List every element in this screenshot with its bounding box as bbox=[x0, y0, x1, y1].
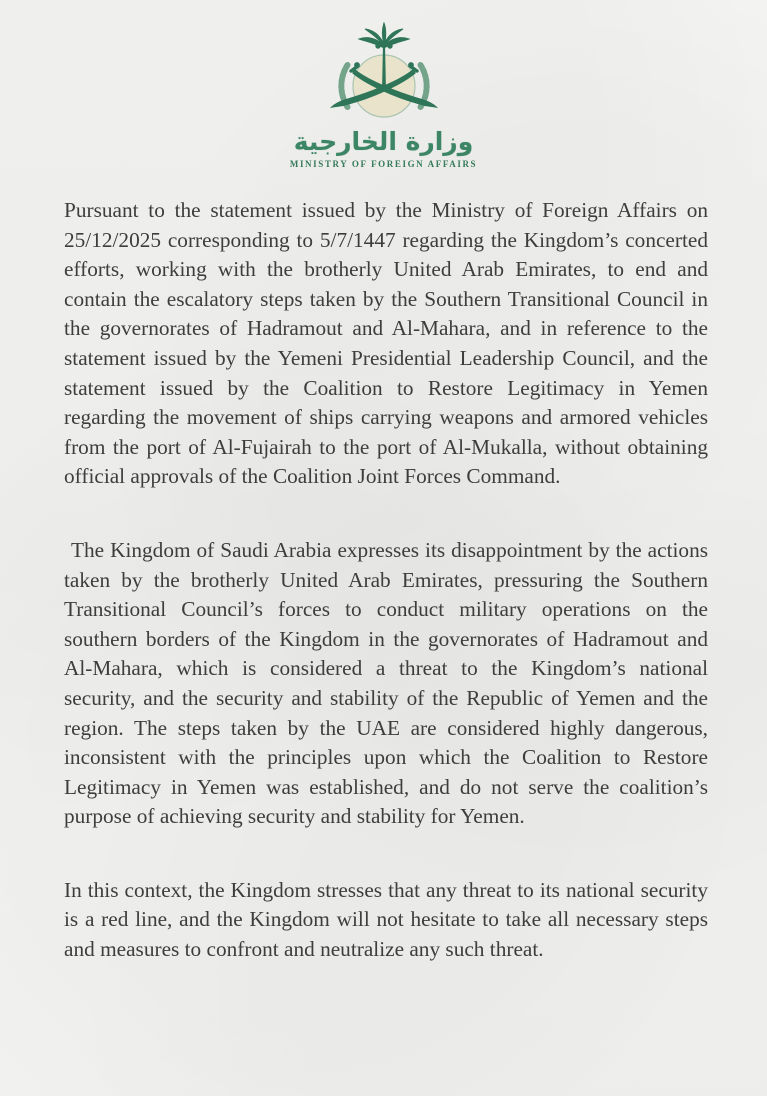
saudi-emblem-icon bbox=[289, 22, 479, 134]
statement-paragraph-1: Pursuant to the statement issued by the Ministry of Foreign Affairs on 25/12/2025 corresponding to 5/7/1447 regarding the Kingdom’s concerted efforts, working with the brotherly United Arab Emirates, to end and contain the escalatory steps taken by the Southern Transitional Council in the governorates of Hadramout and Al-Mahara, and in reference to the statement issued by the Yemeni Presidential Leadership Council, and the statement issued by the Coalition to Restore Legitimacy in Yemen regarding the movement of ships carrying weapons and armored vehicles from the port of Al-Fujairah to the port of Al-Mukalla, without obtaining official approvals of the Coalition Joint Forces Command. bbox=[64, 198, 708, 489]
statement-paragraph-2: The Kingdom of Saudi Arabia expresses its disappointment by the actions taken by the brotherly United Arab Emirates, pressuring the Southern Transitional Council’s forces to conduct military operations on the southern borders of the Kingdom in the governorates of Hadramout and Al-Mahara, which is considered a threat to the Kingdom’s national security, and the security and stability of the Republic of Yemen and the region. The steps taken by the UAE are considered highly dangerous, inconsistent with the principles upon which the Coalition to Restore Legitimacy in Yemen was established, and do not serve the coalition’s purpose of achieving security and stability for Yemen. bbox=[64, 537, 708, 829]
statement-paragraph-3: In this context, the Kingdom stresses that any threat to its national security is a red line, and the Kingdom will not hesitate to take all necessary steps and measures to confront and neutralize any such threat. bbox=[64, 877, 708, 962]
ministry-caption: MINISTRY OF FOREIGN AFFAIRS bbox=[289, 158, 478, 169]
arabic-ministry-title: وزارة الخارجية bbox=[293, 127, 474, 156]
statement-body bbox=[64, 196, 708, 1009]
ministry-logo bbox=[0, 22, 767, 169]
